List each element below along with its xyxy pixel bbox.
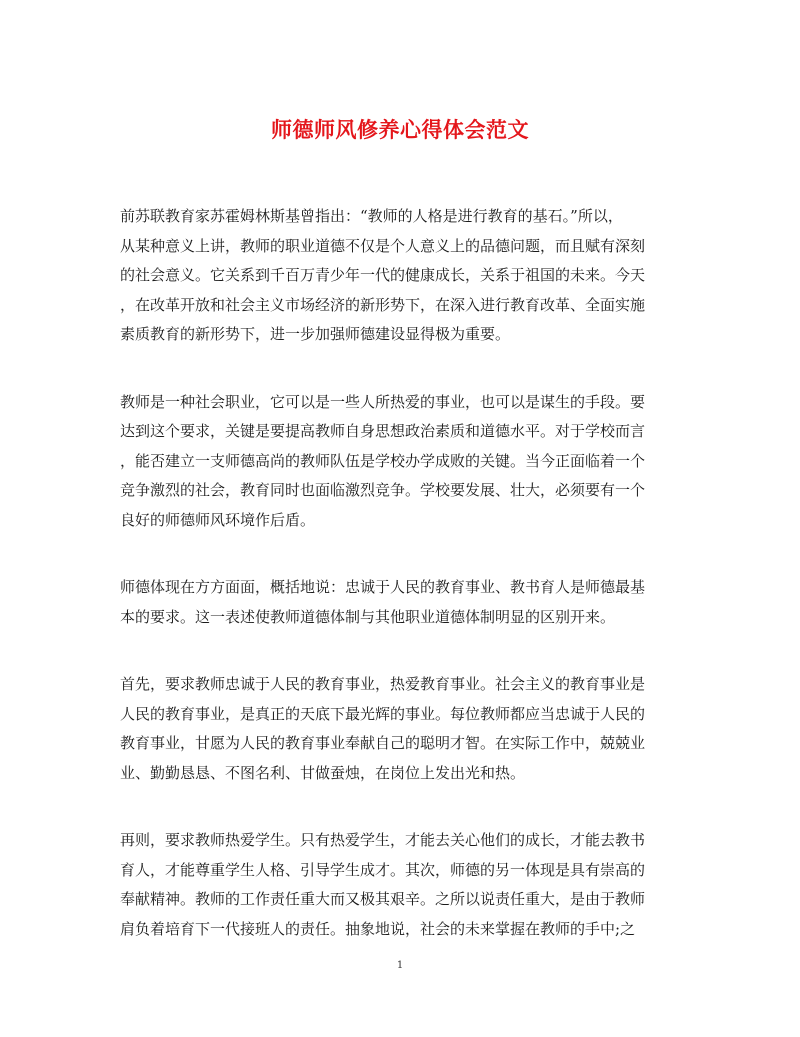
paragraph-3 bbox=[120, 573, 686, 632]
paragraph-line: 良好的师德师风环境作后盾。 bbox=[120, 510, 316, 529]
paragraph-line: 教育事业，甘愿为人民的教育事业奉献自己的聪明才智。在实际工作中，兢兢业 bbox=[120, 734, 646, 752]
paragraph-1 bbox=[120, 202, 686, 350]
paragraph-line: ，在改革开放和社会主义市场经济的新形势下，在深入进行教育改革、全面实施 bbox=[120, 295, 646, 314]
document-title: 师德师风修养心得体会范文 bbox=[271, 117, 529, 142]
document-body bbox=[120, 202, 686, 982]
paragraph-line: 肩负着培育下一代接班人的责任。抽象地说，社会的未来掌握在教师的手中;之 bbox=[120, 919, 636, 938]
page-number: 1 bbox=[396, 960, 404, 971]
paragraph-line: 奉献精神。教师的工作责任重大而又极其艰辛。之所以说责任重大，是由于教师 bbox=[120, 890, 646, 908]
paragraph-line: 前苏联教育家苏霍姆林斯基曾指出：“教师的人格是进行教育的基石。”所以， bbox=[120, 207, 623, 225]
paragraph-4 bbox=[120, 670, 686, 788]
paragraph-2 bbox=[120, 388, 686, 536]
paragraph-line: 从某种意义上讲，教师的职业道德不仅是个人意义上的品德问题，而且赋有深刻 bbox=[120, 236, 646, 255]
paragraph-line: 育人，才能尊重学生人格、引导学生成才。其次，师德的另一体现是具有崇高的 bbox=[120, 860, 646, 879]
paragraph-line: 师德体现在方方面面，概括地说：忠诚于人民的教育事业、教书育人是师德最基 bbox=[120, 578, 646, 596]
paragraph-line: 再则，要求教师热爱学生。只有热爱学生，才能去关心他们的成长，才能去教书 bbox=[120, 831, 646, 849]
paragraph-line: 本的要求。这一表述使教师道德体制与其他职业道德体制明显的区别开来。 bbox=[120, 607, 616, 626]
paragraph-5 bbox=[120, 826, 686, 944]
paragraph-line: 人民的教育事业，是真正的天底下最光辉的事业。每位教师都应当忠诚于人民的 bbox=[120, 704, 646, 723]
paragraph-line: 教师是一种社会职业，它可以是一些人所热爱的事业，也可以是谋生的手段。要 bbox=[120, 392, 646, 411]
paragraph-line: 素质教育的新形势下，进一步加强师德建设显得极为重要。 bbox=[120, 325, 511, 343]
paragraph-line: 竞争激烈的社会，教育同时也面临激烈竞争。学校要发展、壮大，必须要有一个 bbox=[120, 481, 646, 499]
paragraph-line: 的社会意义。它关系到千百万青少年一代的健康成长，关系于祖国的未来。今天 bbox=[120, 266, 646, 284]
paragraph-line: 首先，要求教师忠诚于人民的教育事业，热爱教育事业。社会主义的教育事业是 bbox=[120, 675, 646, 693]
paragraph-line: 达到这个要求，关键是要提高教师自身思想政治素质和道德水平。对于学校而言 bbox=[120, 422, 646, 440]
paragraph-line: 业、勤勤恳恳、不图名利、甘做蚕烛，在岗位上发出光和热。 bbox=[120, 763, 526, 782]
paragraph-line: ，能否建立一支师德高尚的教师队伍是学校办学成败的关键。当今正面临着一个 bbox=[120, 451, 646, 470]
